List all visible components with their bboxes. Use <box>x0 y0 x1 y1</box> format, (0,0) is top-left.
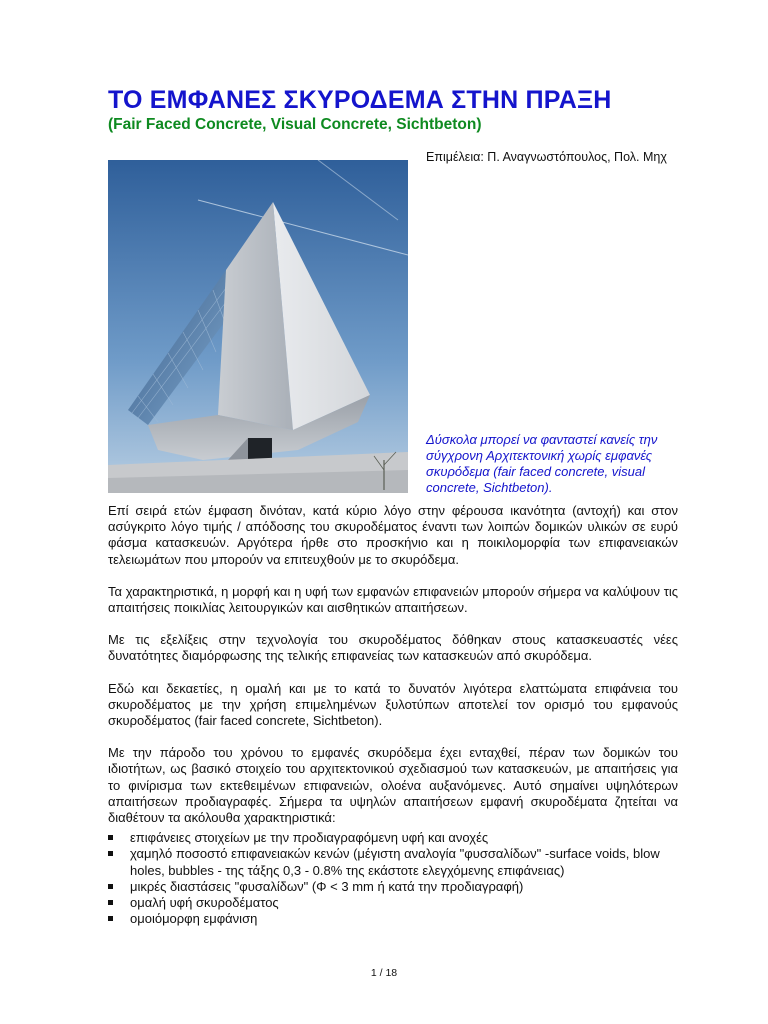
photo-caption: Δύσκολα μπορεί να φανταστεί κανείς την σύγχρονη Αρχιτεκτονική χωρίς εμφανές σκυρόδεμα (fair faced concrete, visual concrete, Sichtbeton). <box>426 432 658 495</box>
editor-credit: Επιμέλεια: Π. Αναγνωστόπουλος, Πολ. Μηχ <box>426 150 667 164</box>
bullet-icon <box>108 884 113 889</box>
paragraph: Με την πάροδο του χρόνου το εμφανές σκυρόδεμα έχει ενταχθεί, πέραν των δομικών του ιδιοτήτων, ως βασικό στοιχείο του αρχιτεκτονικού σχεδιασμού των κατασκευών, με απαιτήσεις για το φινίρισμα των εκτεθειμένων επιφανειών, ολοένα αυξανόμενες. Αυτό σημαίνει υψηλότερων απαιτήσεων προδιαγραφές. Σήμερα τα υψηλών απαιτήσεων εμφανή σκυροδέματα ζητείται να διαθέτουν τα ακόλουθα χαρακτηριστικά: <box>108 745 678 826</box>
bullet-icon <box>108 835 113 840</box>
page-number: 1 / 18 <box>370 967 398 979</box>
paragraph: Επί σειρά ετών έμφαση δινόταν, κατά κύριο λόγο στην φέρουσα ικανότητα (αντοχή) και στον ασύγκριτο λόγο τιμής / απόδοσης του σκυροδέματος έναντι των λοιπών δομικών υλικών σε ευρύ φάσμα κατασκευών. Αργότερα ήρθε στο προσκήνιο και η ποικιλομορφία των επιφανειακών τελειωμάτων που μπορούν να επιτευχθούν με το σκυρόδεμα. <box>108 503 678 567</box>
paragraph: Εδώ και δεκαετίες, η ομαλή και με το κατά το δυνατόν λιγότερα ελαττώματα επιφάνεια του σκυροδέματος με την χρήση επιμελημένων ξυλοτύπων αποτελεί τον ορισμό του εμφανούς σκυροδέματος (fair faced concrete, Sichtbeton). <box>108 680 678 729</box>
paragraph: Τα χαρακτηριστικά, η μορφή και η υφή των εμφανών επιφανειών μπορούν σήμερα να καλύψουν τις απαιτήσεις ποικιλίας λειτουργικών και αισθητικών απαιτήσεων. <box>108 583 678 616</box>
list-item: ομαλή υφή σκυροδέματος <box>108 895 678 911</box>
paragraph: Με τις εξελίξεις στην τεχνολογία του σκυροδέματος δόθηκαν στους κατασκευαστές νέες δυνατότητες διαμόρφωσης της τελικής επιφανείας των κατασκευών από σκυρόδεμα. <box>108 632 678 664</box>
list-item: επιφάνειες στοιχείων με την προδιαγραφόμενη υφή και ανοχές <box>108 830 678 846</box>
document-body <box>108 503 678 927</box>
concrete-building-photo <box>108 160 408 493</box>
list-item: χαμηλό ποσοστό επιφανειακών κενών (μέγιστη αναλογία "φυσσαλίδων" -surface voids, blow holes, bubbles - της τάξης 0,3 - 0.8% της εκάστοτε ελεγχόμενης επιφάνειας) <box>108 846 678 878</box>
list-item: ομοιόμορφη εμφάνιση <box>108 911 678 927</box>
bullet-icon <box>108 916 113 921</box>
bullet-icon <box>108 900 113 905</box>
document-title: ΤΟ ΕΜΦΑΝΕΣ ΣΚΥΡΟΔΕΜΑ ΣΤΗΝ ΠΡΑΞΗ <box>108 86 612 114</box>
bullet-icon <box>108 851 113 856</box>
list-item: μικρές διαστάσεις "φυσαλίδων" (Φ < 3 mm ή κατά την προδιαγραφή) <box>108 879 678 895</box>
document-subtitle: (Fair Faced Concrete, Visual Concrete, Sichtbeton) <box>108 116 482 133</box>
requirements-list <box>108 830 678 927</box>
